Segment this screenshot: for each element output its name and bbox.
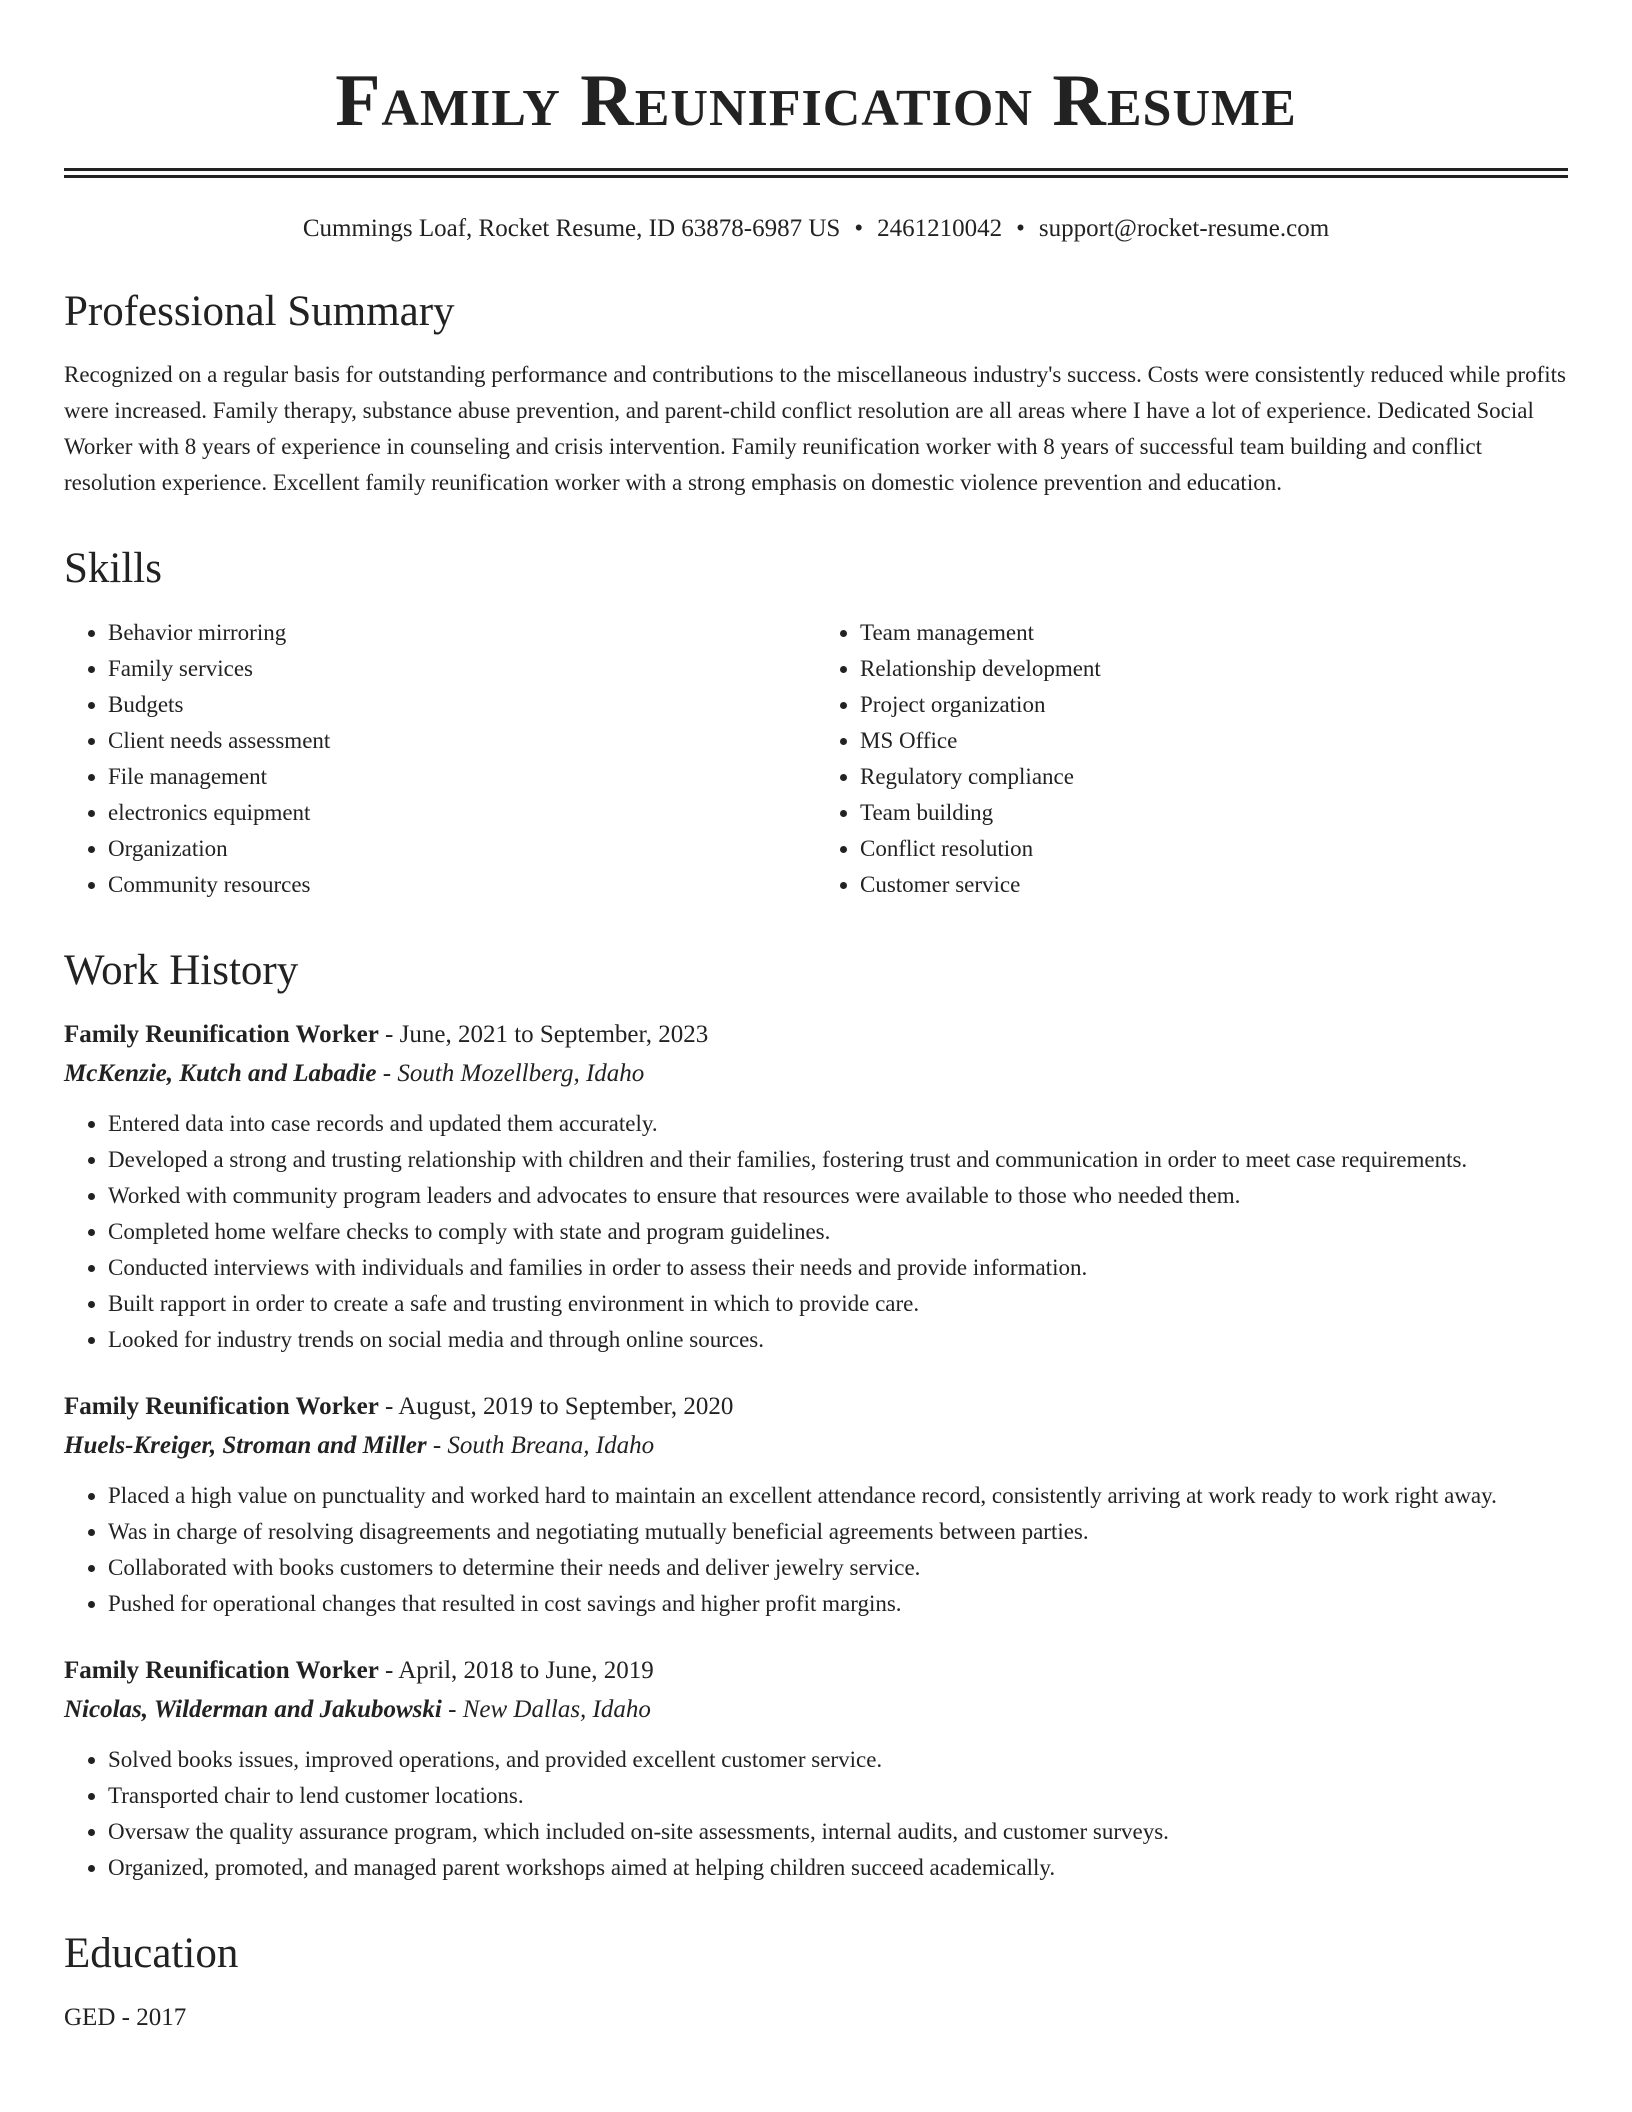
job-title-line <box>64 1388 1568 1426</box>
skill-item: • Conflict resolution <box>860 831 1568 867</box>
skill-item: • Client needs assessment <box>108 723 816 759</box>
job-duty-item: • Looked for industry trends on social media and through online sources. <box>108 1322 1568 1358</box>
job-company: Huels-Kreiger, Stroman and Miller <box>64 1431 427 1459</box>
job-dash: - <box>426 1431 448 1459</box>
job-duties-list <box>64 1742 1568 1886</box>
job-location: South Mozellberg, Idaho <box>397 1059 645 1087</box>
job-duty-item: • Pushed for operational changes that resulted in cost savings and higher profit margins. <box>108 1586 1568 1622</box>
skills-list-left <box>64 615 816 903</box>
skill-item: • Team building <box>860 795 1568 831</box>
skill-item: • Organization <box>108 831 816 867</box>
skill-item: • Regulatory compliance <box>860 759 1568 795</box>
skill-item: • Relationship development <box>860 651 1568 687</box>
education-heading: Education <box>64 1929 239 1977</box>
job-dates: June, 2021 to September, 2023 <box>399 1020 709 1048</box>
job-title: Family Reunification Worker <box>64 1392 379 1420</box>
job-duty-item: • Placed a high value on punctuality and worked hard to maintain an excellent attendance record, consistently arriving at work ready to work right away. <box>108 1478 1568 1514</box>
job-duty-item: • Was in charge of resolving disagreements and negotiating mutually beneficial agreements between parties. <box>108 1514 1568 1550</box>
job-duty-item: • Built rapport in order to create a safe and trusting environment in which to provide care. <box>108 1286 1568 1322</box>
job-duty-item: • Entered data into case records and updated them accurately. <box>108 1106 1568 1142</box>
skill-item: • Community resources <box>108 867 816 903</box>
skill-item: • MS Office <box>860 723 1568 759</box>
contact-separator: • <box>1016 215 1025 242</box>
work-history-heading: Work History <box>64 946 299 994</box>
job-duty-item: • Collaborated with books customers to determine their needs and deliver jewelry service. <box>108 1550 1568 1586</box>
job-duty-item: • Transported chair to lend customer locations. <box>108 1778 1568 1814</box>
job-duty-item: • Solved books issues, improved operations, and provided excellent customer service. <box>108 1742 1568 1778</box>
job-title: Family Reunification Worker <box>64 1020 379 1048</box>
job-duty-item: • Developed a strong and trusting relationship with children and their families, fostering trust and communication in order to meet case requirements. <box>108 1142 1568 1178</box>
job-company-line <box>64 1426 1568 1466</box>
job-title-line <box>64 1016 1568 1054</box>
skills-heading: Skills <box>64 545 162 593</box>
skills-list-right <box>816 615 1568 903</box>
title-double-rule <box>64 168 1568 178</box>
skill-item: • Budgets <box>108 687 816 723</box>
job-duties-list <box>64 1478 1568 1622</box>
job-dash: - <box>378 1656 399 1684</box>
skill-item: • Customer service <box>860 867 1568 903</box>
skills-columns <box>64 615 1568 903</box>
job-location: New Dallas, Idaho <box>462 1695 651 1723</box>
job-entry <box>64 1016 1568 1358</box>
job-duty-item: • Completed home welfare checks to comply with state and program guidelines. <box>108 1214 1568 1250</box>
job-location: South Breana, Idaho <box>447 1431 655 1459</box>
summary-text: Recognized on a regular basis for outstanding performance and contributions to the miscellaneous industry's success. Costs were consistently reduced while profits were increased. Family therapy, substance abuse prevention, and parent-child conflict resolution are all areas where I have a lot of experience. Dedicated Social Worker with 8 years of experience in counseling and crisis intervention. Family reunification worker with 8 years of successful team building and conflict resolution experience. Excellent family reunification worker with a strong emphasis on domestic violence prevention and education. <box>64 362 1566 496</box>
skill-item: • Team management <box>860 615 1568 651</box>
skill-item: • Family services <box>108 651 816 687</box>
job-duty-item: • Organized, promoted, and managed parent workshops aimed at helping children succeed academically. <box>108 1850 1568 1886</box>
skill-item: • electronics equipment <box>108 795 816 831</box>
job-duties-list <box>64 1106 1568 1358</box>
contact-line <box>64 214 1568 244</box>
skill-item: • Project organization <box>860 687 1568 723</box>
job-company: Nicolas, Wilderman and Jakubowski <box>64 1695 442 1723</box>
skill-item: • File management <box>108 759 816 795</box>
job-company: McKenzie, Kutch and Labadie <box>64 1059 377 1087</box>
job-dash: - <box>441 1695 463 1723</box>
job-title-line <box>64 1652 1568 1690</box>
job-entry <box>64 1388 1568 1622</box>
job-duty-item: • Oversaw the quality assurance program, which included on-site assessments, internal audits, and customer surveys. <box>108 1814 1568 1850</box>
job-dash: - <box>378 1020 400 1048</box>
skill-item: • Behavior mirroring <box>108 615 816 651</box>
job-dates: August, 2019 to September, 2020 <box>398 1392 734 1420</box>
job-company-line <box>64 1054 1568 1094</box>
job-dash: - <box>378 1392 399 1420</box>
job-title: Family Reunification Worker <box>64 1656 379 1684</box>
contact-address: Cummings Loaf, Rocket Resume, ID 63878-6987 US <box>302 215 841 242</box>
education-entry: GED - 2017 <box>64 2004 187 2032</box>
contact-separator: • <box>854 215 864 242</box>
contact-phone: 2461210042 <box>877 215 1003 242</box>
summary-heading: Professional Summary <box>64 288 455 335</box>
job-dash: - <box>376 1059 398 1087</box>
job-company-line <box>64 1690 1568 1730</box>
job-entry <box>64 1652 1568 1886</box>
job-duty-item: • Worked with community program leaders and advocates to ensure that resources were available to those who needed them. <box>108 1178 1568 1214</box>
resume-title: Family Reunification Resume <box>335 60 1297 142</box>
job-duty-item: • Conducted interviews with individuals and families in order to assess their needs and provide information. <box>108 1250 1568 1286</box>
contact-email[interactable]: support@rocket-resume.com <box>1038 215 1330 242</box>
job-dates: April, 2018 to June, 2019 <box>398 1656 654 1684</box>
